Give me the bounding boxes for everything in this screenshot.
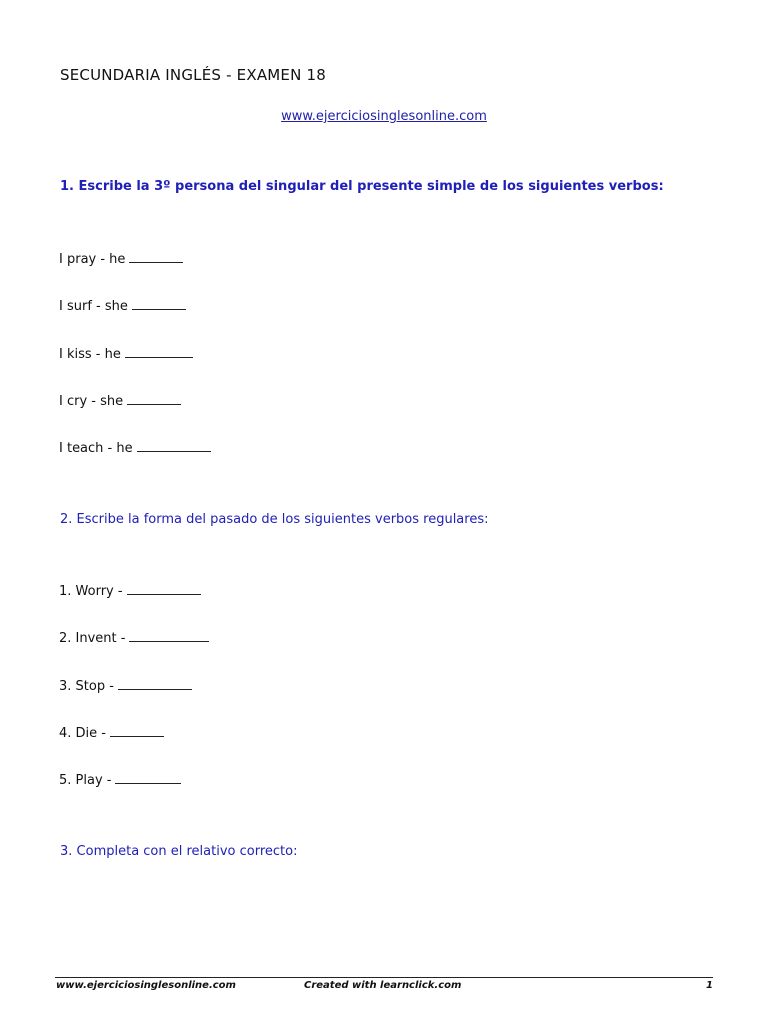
answer-blank[interactable] bbox=[125, 346, 193, 358]
answer-blank[interactable] bbox=[110, 725, 164, 737]
footer-site: www.ejerciciosinglesonline.com bbox=[56, 980, 236, 991]
section-2-heading: 2. Escribe la forma del pasado de los siguientes verbos regulares: bbox=[60, 512, 489, 527]
section-1-item: I teach - he bbox=[59, 440, 211, 456]
section-2-item: 4. Die - bbox=[59, 725, 164, 741]
answer-blank[interactable] bbox=[129, 630, 209, 642]
answer-blank[interactable] bbox=[137, 440, 211, 452]
section-1-item: I surf - she bbox=[59, 298, 186, 314]
answer-blank[interactable] bbox=[132, 298, 186, 310]
answer-blank[interactable] bbox=[129, 251, 183, 263]
answer-blank[interactable] bbox=[127, 583, 201, 595]
site-link[interactable]: www.ejerciciosinglesonline.com bbox=[281, 109, 487, 124]
section-1-item: I pray - he bbox=[59, 251, 183, 267]
section-2-item: 1. Worry - bbox=[59, 583, 201, 599]
footer-credit: Created with learnclick.com bbox=[304, 980, 462, 991]
section-3-heading: 3. Completa con el relativo correcto: bbox=[60, 844, 298, 859]
footer-divider bbox=[55, 977, 713, 978]
section-1-item: I cry - she bbox=[59, 393, 181, 409]
section-2-item: 3. Stop - bbox=[59, 678, 192, 694]
page-number: 1 bbox=[706, 980, 713, 991]
page-title: SECUNDARIA INGLÉS - EXAMEN 18 bbox=[60, 66, 326, 84]
section-1-heading: 1. Escribe la 3º persona del singular del presente simple de los siguientes verbos: bbox=[60, 179, 664, 194]
section-1-item: I kiss - he bbox=[59, 346, 193, 362]
section-2-item: 2. Invent - bbox=[59, 630, 209, 646]
answer-blank[interactable] bbox=[127, 393, 181, 405]
answer-blank[interactable] bbox=[115, 772, 181, 784]
section-2-item: 5. Play - bbox=[59, 772, 181, 788]
answer-blank[interactable] bbox=[118, 678, 192, 690]
